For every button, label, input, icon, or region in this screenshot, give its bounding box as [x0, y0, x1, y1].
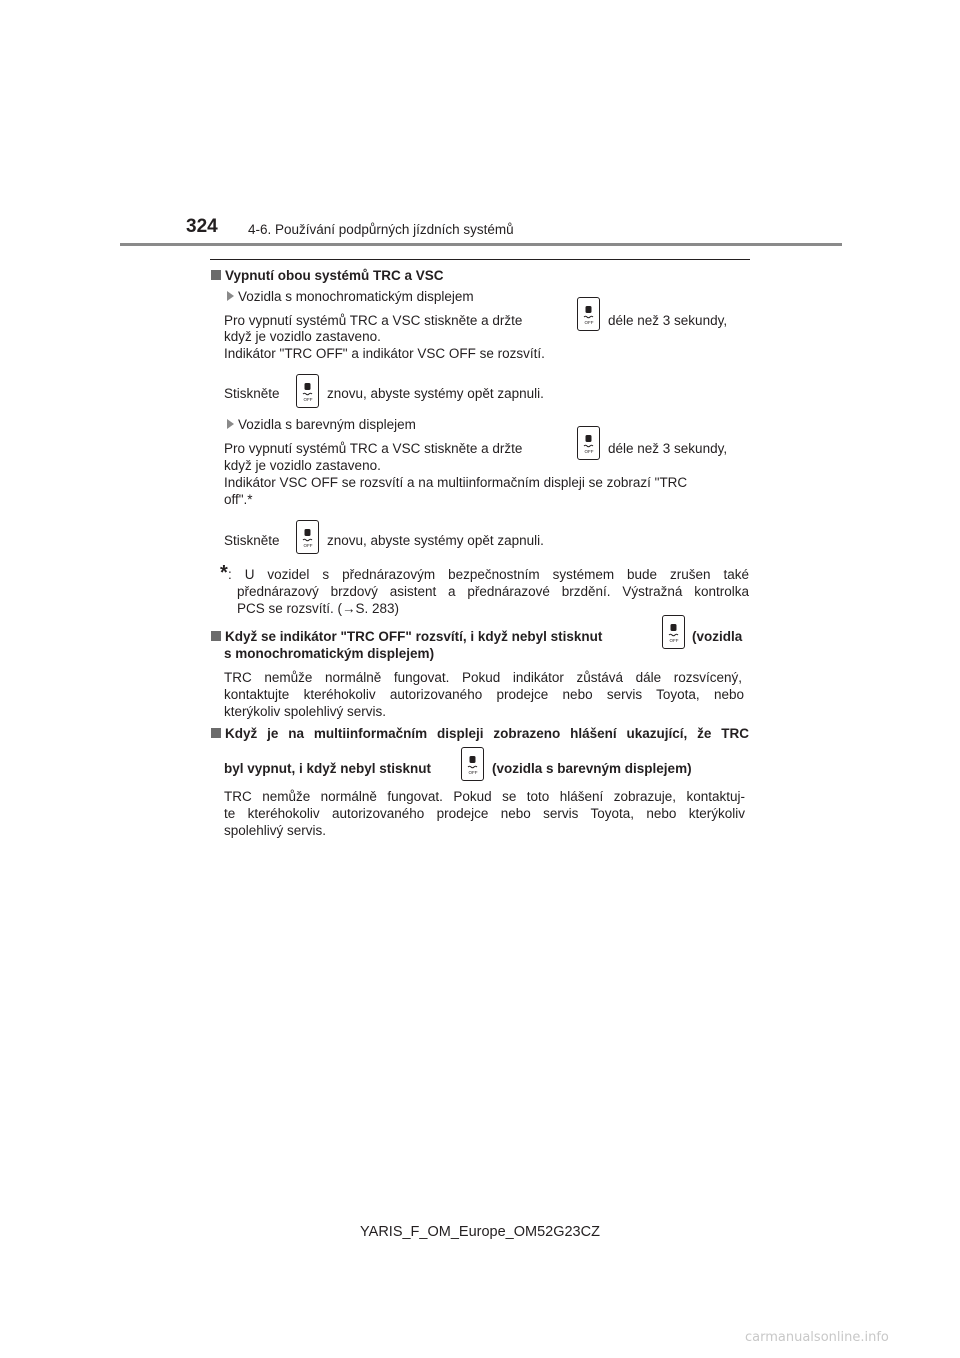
subheading-mono: Vozidla s monochromatickým displejem [227, 289, 474, 305]
square-bullet-icon [211, 270, 221, 280]
watermark: carmanualsonline.info [745, 1330, 889, 1345]
triangle-bullet-icon [227, 419, 234, 429]
footnote-line3: PCS se rozsvítí. (→S. 283) [237, 601, 400, 616]
triangle-bullet-icon [227, 291, 234, 301]
color-line3: Indikátor VSC OFF se rozsvítí a na multiinformačním displeji se zobrazí "TRC [224, 475, 688, 490]
page-number: 324 [186, 216, 218, 237]
color-press-a: Stiskněte [224, 533, 280, 548]
vsc-off-button-icon [461, 747, 484, 781]
vsc-off-button-icon [296, 374, 319, 408]
mono-line2: když je vozidlo zastaveno. [224, 329, 381, 344]
section3-line2: te kteréhokoliv autorizovaného prodejce nebo servis Toyota, nebo kterýkoliv [224, 806, 745, 821]
section-heading-2: Když se indikátor "TRC OFF" rozsvítí, i když nebyl stisknut [211, 629, 602, 645]
section-rule [210, 259, 750, 260]
footnote-marker: * [220, 562, 228, 584]
section-heading-1: Vypnutí obou systémů TRC a VSC [211, 268, 444, 284]
footnote-line1: : U vozidel s přednárazovým bezpečnostním systémem bude zrušen také [228, 567, 749, 582]
vsc-off-button-icon [662, 615, 685, 649]
svg-text:OFF: OFF [584, 449, 594, 454]
square-bullet-icon [211, 728, 221, 738]
color-line2: když je vozidlo zastaveno. [224, 458, 381, 473]
section3-line3: spolehlivý servis. [224, 823, 327, 838]
svg-text:OFF: OFF [468, 770, 478, 775]
mono-line1b: déle než 3 sekundy, [608, 313, 728, 328]
color-line1a: Pro vypnutí systémů TRC a VSC stiskněte a držte [224, 441, 523, 456]
svg-text:OFF: OFF [303, 397, 313, 402]
mono-press-a: Stiskněte [224, 386, 280, 401]
svg-text:OFF: OFF [584, 320, 594, 325]
svg-text:OFF: OFF [669, 638, 679, 643]
color-line4: off".* [224, 492, 253, 507]
color-line1b: déle než 3 sekundy, [608, 441, 728, 456]
document-code: YARIS_F_OM_Europe_OM52G23CZ [360, 1224, 600, 1240]
section2-line2: kontaktujte kteréhokoliv autorizovaného prodejce nebo servis Toyota, nebo [224, 687, 744, 702]
section2-line1: TRC nemůže normálně fungovat. Pokud indikátor zůstává dále rozsvícený, [224, 670, 742, 685]
square-bullet-icon [211, 631, 221, 641]
section-heading-2b: (vozidla [692, 629, 743, 644]
section-heading-3c: (vozidla s barevným displejem) [492, 761, 692, 776]
section-heading-3: Když je na multiinformačním displeji zobrazeno hlášení ukazující, že TRC [211, 726, 749, 742]
vsc-off-button-icon [577, 426, 600, 460]
section-heading-3b: byl vypnut, i když nebyl stisknut [224, 761, 432, 776]
vsc-off-button-icon [296, 520, 319, 554]
mono-press-b: znovu, abyste systémy opět zapnuli. [327, 386, 544, 401]
svg-text:OFF: OFF [303, 543, 313, 548]
vsc-off-button-icon [577, 297, 600, 331]
mono-line1a: Pro vypnutí systémů TRC a VSC stiskněte a držte [224, 313, 523, 328]
subheading-color: Vozidla s barevným displejem [227, 417, 416, 433]
header-rule [120, 243, 842, 246]
color-press-b: znovu, abyste systémy opět zapnuli. [327, 533, 544, 548]
section3-line1: TRC nemůže normálně fungovat. Pokud se toto hlášení zobrazuje, kontaktuj- [224, 789, 745, 804]
mono-line3: Indikátor "TRC OFF" a indikátor VSC OFF se rozsvítí. [224, 346, 545, 361]
section2-line3: kterýkoliv spolehlivý servis. [224, 704, 387, 719]
chapter-title: 4-6. Používání podpůrných jízdních systémů [248, 222, 514, 237]
footnote-line2: přednárazový brzdový asistent a přednárazové brzdění. Výstražná kontrolka [237, 584, 749, 599]
section-heading-2c: s monochromatickým displejem) [224, 646, 435, 661]
